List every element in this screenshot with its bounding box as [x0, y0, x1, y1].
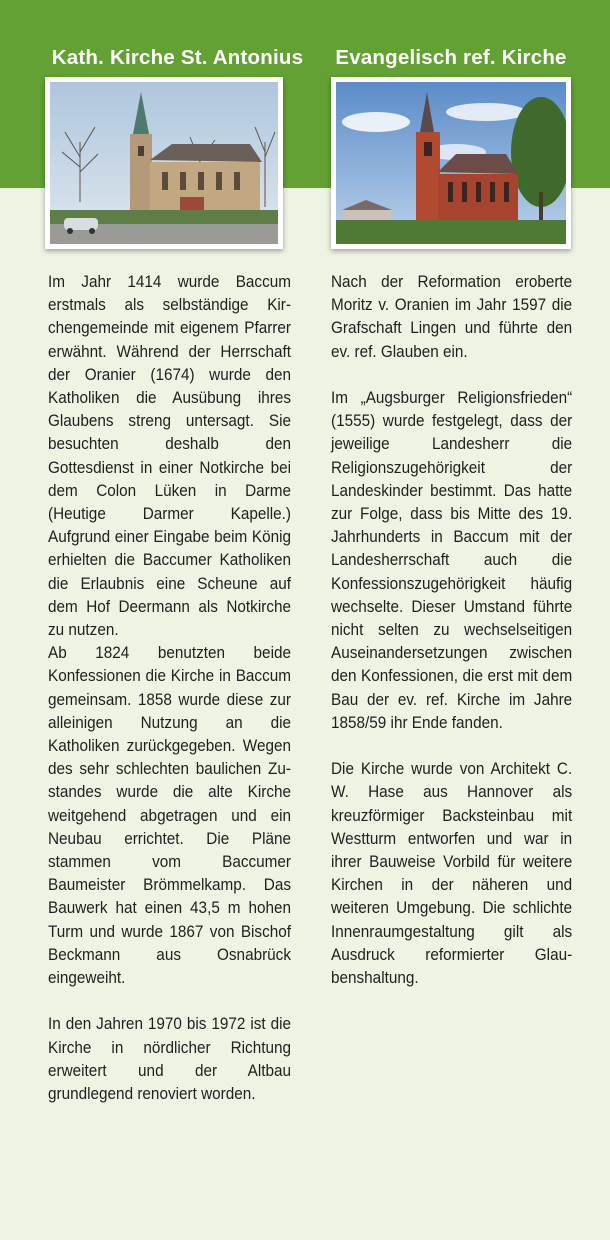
paragraph: Im „Augsburger Religionsfrieden“ (1555) wurde festgelegt, dass der jeweilige Landesherr die Religionszugehörigkeit der Landeskinder bestimmt. Das hatte zur Folge, dass bis Mitte des 19. Jahrhunderts in Baccum mit der Landesherrschaft auch die Konfessionszugehörigkeit häufig wechselte. Dieser Umstand führte nicht selten zu wechselseitigen Auseinandersetzungen zwischen den Konfessionen, die erst mit dem Bau der ev. ref. Kirche im Jahre 1858/59 ihr Ende fanden.	[331, 388, 573, 732]
photo-reformed-brick-church	[331, 77, 571, 249]
text-column-catholic	[48, 270, 291, 1105]
paragraph: Nach der Reformation eroberte Moritz v. Oranien im Jahr 1597 die Grafschaft Lingen und führte den ev. ref. Glauben ein.	[331, 272, 573, 361]
paragraph: Die Kirche wurde von Architekt C. W. Hase aus Hannover als kreuzförmiger Backsteinbau mit Westturm entworfen und war in ihrer Bauweise Vorbild für weitere Kirchen in der näheren und weiteren Umgebung. Die schlichte Innenraumgestaltung gilt als Ausdruck reformierter Glaubenshaltung.	[331, 759, 573, 988]
paragraph-gap	[48, 989, 291, 1012]
paragraph: Im Jahr 1414 wurde Baccum erstmals als selbständige Kirchengemeinde mit eigenem Pfarrer erwähnt. Während der Herrschaft der Oranier (1674) wurde den Katholiken die Ausübung ihres Glaubens streng untersagt. Sie besuchten deshalb den Gottesdienst in einer Notkirche bei dem Colon Lüken in Darme (Heutige Darmer Kapelle.) Aufgrund einer Eingabe beim König erhielten die Baccumer Katholiken die Erlaubnis eine Scheune auf dem Hof Deermann als Notkirche zu nutzen.	[48, 272, 291, 640]
paragraph-gap	[331, 734, 572, 757]
paragraph: In den Jahren 1970 bis 1972 ist die Kirche in nördlicher Richtung erweitert und der Altbau grundlegend renoviert worden.	[48, 1014, 291, 1104]
heading-catholic-church: Kath. Kirche St. Antonius	[51, 46, 304, 69]
heading-reformed-church: Evangelisch ref. Kirche	[335, 46, 567, 69]
paragraph: Ab 1824 benutzten beide Konfessionen die Kirche in Baccum gemeinsam. 1858 wurde diese zur alleinigen Nutzung an die Katholiken zurückgegeben. Wegen des sehr schlechten baulichen Zustandes wurde die alte Kirche weitgehend abgetragen und ein Neubau errichtet. Die Pläne stammen vom Baccumer Baumeister Brömmelkamp. Das Bauwerk hat einen 43,5 m hohen Turm und wurde 1867 von Bischof Beckmann aus Osnabrück eingeweiht.	[48, 643, 291, 988]
text-column-reformed	[331, 270, 572, 989]
photo-st-antonius-church	[45, 77, 283, 249]
paragraph-gap	[331, 363, 572, 386]
